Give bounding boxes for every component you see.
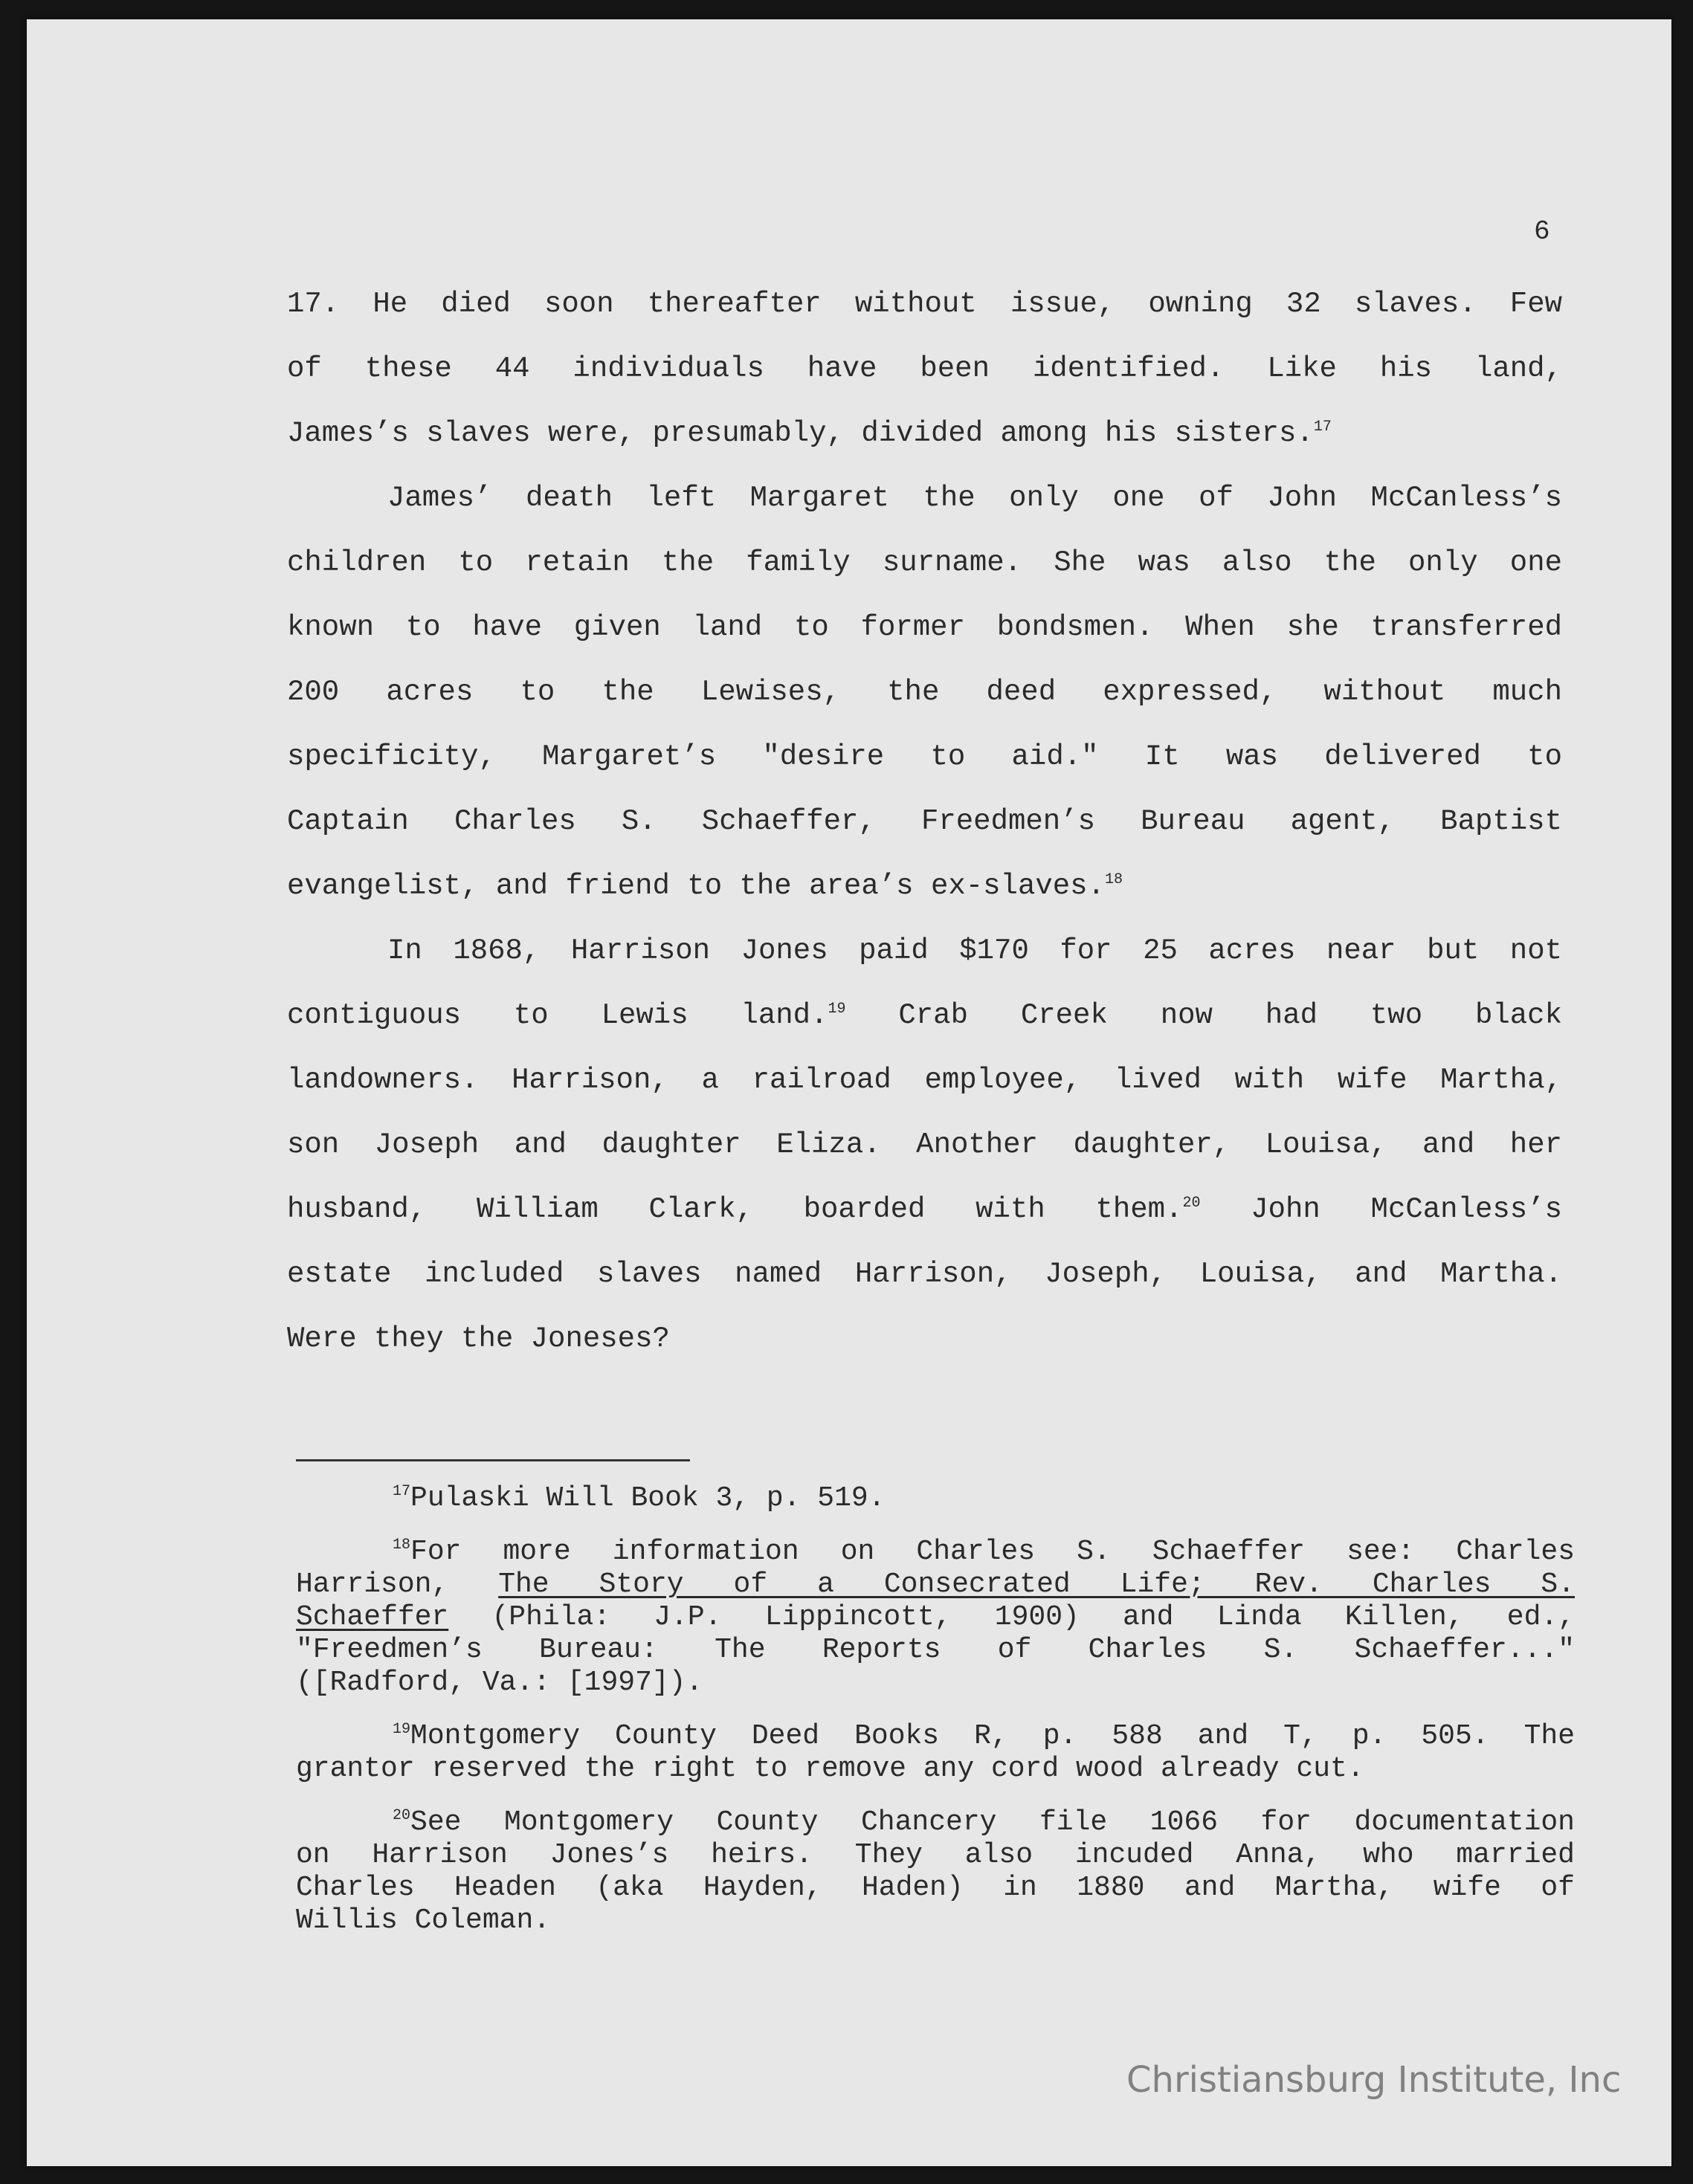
body-line-text: evangelist, and friend to the area’s ex-slaves. (287, 870, 1105, 902)
footnote-19 (296, 1720, 1575, 1786)
body-line (287, 531, 1562, 595)
body-line (287, 337, 1562, 401)
body-line (287, 854, 1562, 919)
body-line-text: 200 acres to the Lewises, the deed expressed, without much (287, 676, 1562, 708)
footnote-line (296, 1904, 1575, 1937)
footnote-text: Harrison, (296, 1568, 499, 1600)
footnote-line (296, 1667, 1575, 1699)
footnote-line (296, 1753, 1575, 1786)
body-line-text: John McCanless’s (1200, 1193, 1562, 1226)
footnote-20 (296, 1806, 1575, 1937)
footnote-text: (Phila: J.P. Lippincott, 1900) and Linda Killen, ed., (448, 1601, 1575, 1633)
body-line-text: specificity, Margaret’s "desire to aid." It was delivered to (287, 740, 1562, 773)
footnote-reference: 18 (1104, 871, 1123, 888)
body-line-text: James’ death left Margaret the only one of John McCanless’s (387, 482, 1562, 514)
body-line-text: Crab Creek now had two black (845, 999, 1562, 1032)
body-line (287, 919, 1562, 983)
body-line (287, 1113, 1562, 1177)
footnote-17 (296, 1482, 1575, 1515)
footnote-text: Willis Coleman. (296, 1904, 551, 1936)
body-line-text: son Joseph and daughter Eliza. Another daughter, Louisa, and her (287, 1128, 1562, 1161)
footnote-number: 19 (393, 1721, 411, 1738)
footnote-text: grantor reserved the right to remove any cord wood already cut. (296, 1753, 1364, 1785)
body-line-text: Captain Charles S. Schaeffer, Freedmen’s Bureau agent, Baptist (287, 805, 1562, 838)
footnote-number: 17 (393, 1483, 411, 1500)
footnote-line (296, 1720, 1575, 1753)
body-line-text: of these 44 individuals have been identified. Like his land, (287, 352, 1562, 385)
footnote-reference: 19 (828, 1001, 846, 1018)
book-title: Schaeffer (296, 1601, 449, 1633)
book-title: The Story of a Consecrated Life; Rev. Charles S. (498, 1568, 1576, 1600)
footnote-line (296, 1482, 1575, 1515)
body-line (287, 466, 1562, 531)
body-line-text: estate included slaves named Harrison, Joseph, Louisa, and Martha. (287, 1258, 1562, 1290)
page-number: 6 (1534, 216, 1550, 247)
body-line (287, 725, 1562, 789)
footnote-reference: 20 (1182, 1195, 1201, 1212)
footnote-reference: 17 (1313, 419, 1332, 436)
body-line (287, 1307, 1562, 1372)
footnote-text: Pulaski Will Book 3, p. 519. (410, 1482, 886, 1514)
watermark: Christiansburg Institute, Inc (1126, 2059, 1622, 2101)
footnote-number: 20 (393, 1807, 411, 1824)
footnote-line (296, 1601, 1575, 1634)
body-line (287, 595, 1562, 660)
footnote-line (296, 1839, 1575, 1872)
body-line-text: In 1868, Harrison Jones paid $170 for 25 acres near but not (387, 934, 1562, 967)
body-line (287, 1242, 1562, 1307)
footnote-line (296, 1568, 1575, 1601)
body-line (287, 983, 1562, 1048)
document-page (27, 19, 1671, 2166)
body-line-text: 17. He died soon thereafter without issue, owning 32 slaves. Few (287, 288, 1562, 320)
footnote-text: ([Radford, Va.: [1997]). (296, 1667, 703, 1699)
footnote-text: Charles Headen (aka Hayden, Haden) in 1880 and Martha, wife of (296, 1872, 1575, 1904)
footnote-line (296, 1806, 1575, 1839)
body-line-text: Were they the Joneses? (287, 1322, 670, 1355)
body-line-text: landowners. Harrison, a railroad employee, lived with wife Martha, (287, 1064, 1562, 1096)
footnote-divider (296, 1459, 690, 1461)
body-line-text: James’s slaves were, presumably, divided among his sisters. (287, 417, 1314, 450)
body-line (287, 401, 1562, 466)
footnote-line (296, 1872, 1575, 1904)
body-line-text: contiguous to Lewis land. (287, 999, 828, 1032)
footnote-line (296, 1634, 1575, 1667)
body-text (287, 272, 1562, 1372)
footnote-text: For more information on Charles S. Schaeffer see: Charles (410, 1536, 1575, 1568)
footnote-text: See Montgomery County Chancery file 1066 for documentation (410, 1806, 1575, 1838)
body-line (287, 272, 1562, 337)
footnote-text: "Freedmen’s Bureau: The Reports of Charles S. Schaeffer..." (296, 1634, 1575, 1666)
footnotes (296, 1482, 1575, 1958)
body-line-text: known to have given land to former bondsmen. When she transferred (287, 611, 1562, 644)
body-line (287, 789, 1562, 854)
footnote-number: 18 (393, 1537, 411, 1554)
footnote-text: Montgomery County Deed Books R, p. 588 and T, p. 505. The (410, 1720, 1575, 1752)
body-line-text: husband, William Clark, boarded with them. (287, 1193, 1183, 1226)
footnote-line (296, 1536, 1575, 1568)
body-line (287, 1177, 1562, 1242)
footnote-text: on Harrison Jones’s heirs. They also incuded Anna, who married (296, 1839, 1575, 1871)
body-line (287, 660, 1562, 725)
body-line (287, 1048, 1562, 1113)
body-line-text: children to retain the family surname. She was also the only one (287, 546, 1562, 579)
footnote-18 (296, 1536, 1575, 1699)
